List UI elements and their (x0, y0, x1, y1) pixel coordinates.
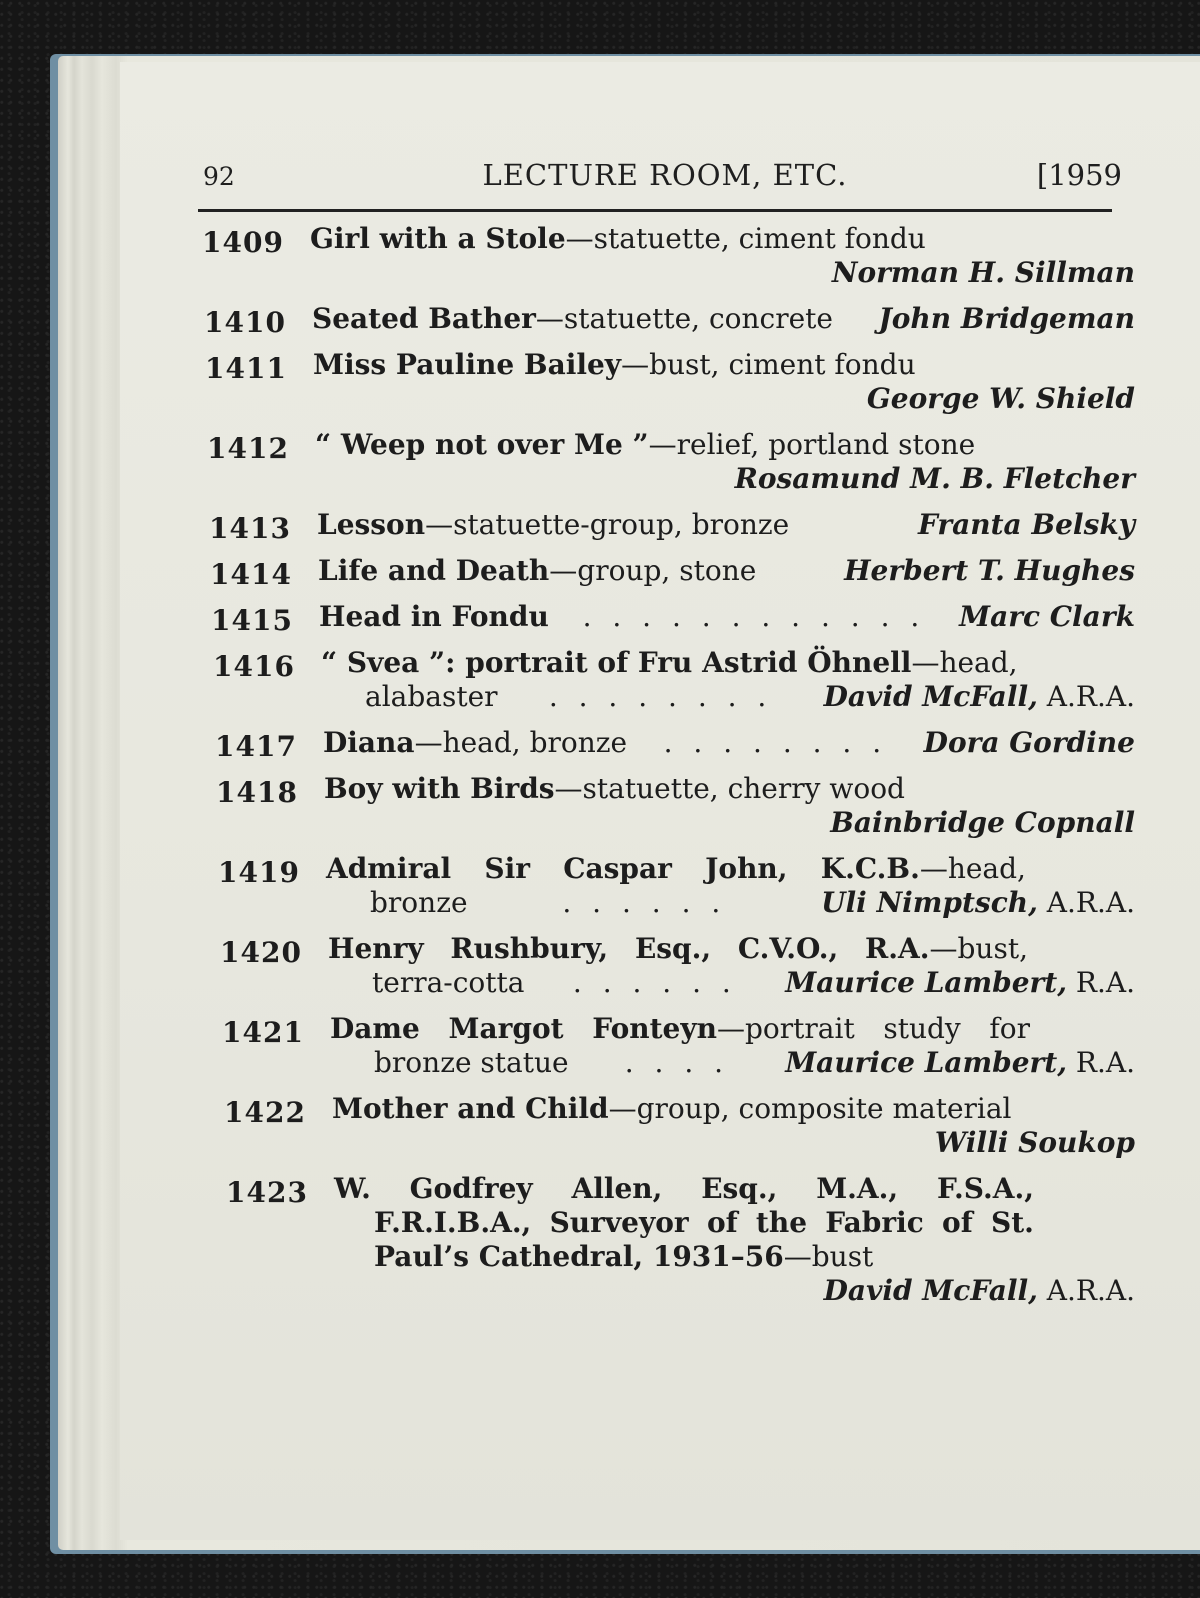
entry-title-word: Admiral (326, 852, 452, 885)
entry-title-word: John, (705, 852, 788, 885)
entry-title: Boy with Birds (324, 772, 555, 805)
entry-title-line: Paul’s Cathedral, 1931–56 (374, 1240, 784, 1273)
entry-number: 1417 (215, 730, 297, 763)
leader-dots: . . . . . . . . (663, 726, 888, 759)
entry-description: —head, (911, 646, 1018, 679)
entry-artist: John Bridgeman (878, 302, 1135, 335)
artist-honours: A.R.A. (1046, 886, 1135, 919)
artist-honours: R.A. (1075, 1046, 1135, 1079)
entry-title-word: R.A. (865, 932, 930, 965)
entry-title: Head in Fondu (319, 600, 549, 633)
entry-description: —head, (919, 852, 1026, 885)
entry-title-word: Henry (328, 932, 424, 965)
entry-title-word: Margot (448, 1012, 564, 1045)
catalogue-entry (207, 428, 1135, 496)
entry-title-word: Surveyor (549, 1206, 689, 1239)
leader-dots: . . . . (624, 1046, 730, 1079)
running-title: LECTURE ROOM, ETC. (482, 158, 848, 192)
catalogue-entry (205, 348, 1135, 416)
entry-artist: Maurice Lambert, (785, 966, 1067, 999)
entry-description: —head, bronze (414, 726, 628, 759)
entry-title: “ Svea ”: portrait of Fru Astrid Öhnell (321, 646, 912, 679)
entry-title: Diana (323, 726, 415, 759)
entry-title: “ Weep not over Me ” (315, 428, 649, 461)
catalogue-entry (218, 852, 1135, 920)
entry-title-word: Fabric (825, 1206, 924, 1239)
entry-number: 1420 (220, 936, 302, 969)
catalogue-entry (209, 508, 1135, 545)
entry-title: Mother and Child (332, 1092, 609, 1125)
entry-number: 1409 (202, 226, 284, 259)
leader-dots: . . . . . . (562, 886, 727, 919)
entry-description-word: study (883, 1012, 961, 1045)
entry-number: 1413 (209, 512, 291, 545)
page-header (200, 152, 1130, 202)
entry-title-word: Rushbury, (450, 932, 609, 965)
entry-title-word: W. (334, 1172, 371, 1205)
leader-dots: . . . . . . (572, 966, 737, 999)
entry-material: bronze (370, 886, 468, 919)
entry-number: 1423 (226, 1176, 308, 1209)
entry-title-word: the (755, 1206, 808, 1239)
catalogue-entry (216, 772, 1135, 840)
entry-material: alabaster (365, 680, 498, 713)
header-rule (198, 209, 1112, 212)
entry-artist: Rosamund M. B. Fletcher (734, 462, 1135, 495)
entry-title-word: M.A., (816, 1172, 899, 1205)
entry-number: 1412 (207, 432, 289, 465)
catalogue-entry (215, 726, 1135, 763)
catalogue-entry (222, 1012, 1135, 1080)
entry-title-word: F.R.I.B.A., (374, 1206, 532, 1239)
entry-title-word: of (942, 1206, 973, 1239)
entry-description: —relief, portland stone (648, 428, 976, 461)
entry-number: 1418 (216, 776, 298, 809)
entry-title-word: Dame (330, 1012, 420, 1045)
entry-title-word: St. (991, 1206, 1034, 1239)
entry-artist: Willi Soukop (934, 1126, 1135, 1159)
entry-material: terra-cotta (372, 966, 525, 999)
entry-title-word: F.S.A., (936, 1172, 1034, 1205)
entry-artist: Herbert T. Hughes (844, 554, 1135, 587)
entry-artist: Marc Clark (959, 600, 1135, 633)
entry-title: Life and Death (318, 554, 550, 587)
entry-material: bronze statue (374, 1046, 569, 1079)
entry-description: —bust (783, 1240, 874, 1273)
entry-number: 1414 (210, 558, 292, 591)
catalogue-entry (213, 646, 1135, 714)
entry-artist: David McFall, (823, 680, 1038, 713)
entry-number: 1419 (218, 856, 300, 889)
entry-number: 1421 (222, 1016, 304, 1049)
leader-dots: . . . . . . . . . . . . (582, 600, 926, 633)
entry-artist: Dora Gordine (923, 726, 1135, 759)
entry-description: —bust, ciment fondu (621, 348, 916, 381)
catalogue-entry (202, 222, 1135, 290)
entry-title-word: Esq., (634, 932, 712, 965)
catalogue-entry (226, 1172, 1135, 1308)
artist-honours: A.R.A. (1046, 1274, 1135, 1307)
entry-number: 1416 (213, 650, 295, 683)
entry-title-word: Caspar (563, 852, 672, 885)
entry-title-word: C.V.O., (737, 932, 839, 965)
catalogue-entry (204, 302, 1135, 339)
entry-artist: Franta Belsky (917, 508, 1135, 541)
entry-artist: David McFall, (823, 1274, 1038, 1307)
entry-title-word: Sir (484, 852, 530, 885)
entry-description: —statuette, ciment fondu (565, 222, 926, 255)
entry-description: —statuette, cherry wood (554, 772, 905, 805)
catalogue-entry (210, 554, 1135, 591)
entry-description: —statuette-group, bronze (425, 508, 790, 541)
entry-description-word: —portrait (717, 1012, 855, 1045)
entry-artist: Norman H. Sillman (831, 256, 1135, 289)
entry-title: Lesson (317, 508, 426, 541)
entry-title-word: Allen, (571, 1172, 663, 1205)
entry-number: 1411 (205, 352, 287, 385)
catalogue-entry (220, 932, 1135, 1000)
entry-title-word: Godfrey (409, 1172, 533, 1205)
artist-honours: R.A. (1075, 966, 1135, 999)
entry-description: —bust, (929, 932, 1028, 965)
entry-title-word: K.C.B. (820, 852, 920, 885)
entry-description-word: for (989, 1012, 1030, 1045)
entry-title-word: of (706, 1206, 738, 1239)
entry-title-word: Fonteyn (592, 1012, 717, 1045)
entry-number: 1410 (204, 306, 286, 339)
entry-artist: Bainbridge Copnall (830, 806, 1135, 839)
catalogue-entry (211, 600, 1135, 637)
artist-honours: A.R.A. (1046, 680, 1135, 713)
entry-artist: George W. Shield (866, 382, 1135, 415)
entry-title: Seated Bather (312, 302, 536, 335)
entry-description: —group, stone (549, 554, 757, 587)
entry-artist: Maurice Lambert, (785, 1046, 1067, 1079)
entry-description: —statuette, concrete (535, 302, 833, 335)
entry-artist: Uli Nimptsch, (821, 886, 1038, 919)
page-number: 92 (203, 162, 235, 191)
header-year: [1959 (1036, 158, 1122, 192)
entry-title: Girl with a Stole (310, 222, 566, 255)
catalogue-entries (200, 222, 1135, 1320)
catalogue-entry (224, 1092, 1135, 1160)
entry-number: 1415 (211, 604, 293, 637)
entry-title: Miss Pauline Bailey (313, 348, 622, 381)
leader-dots: . . . . . . . . (548, 680, 773, 713)
entry-number: 1422 (224, 1096, 306, 1129)
entry-description: —group, composite material (608, 1092, 1012, 1125)
entry-title-word: Esq., (701, 1172, 778, 1205)
